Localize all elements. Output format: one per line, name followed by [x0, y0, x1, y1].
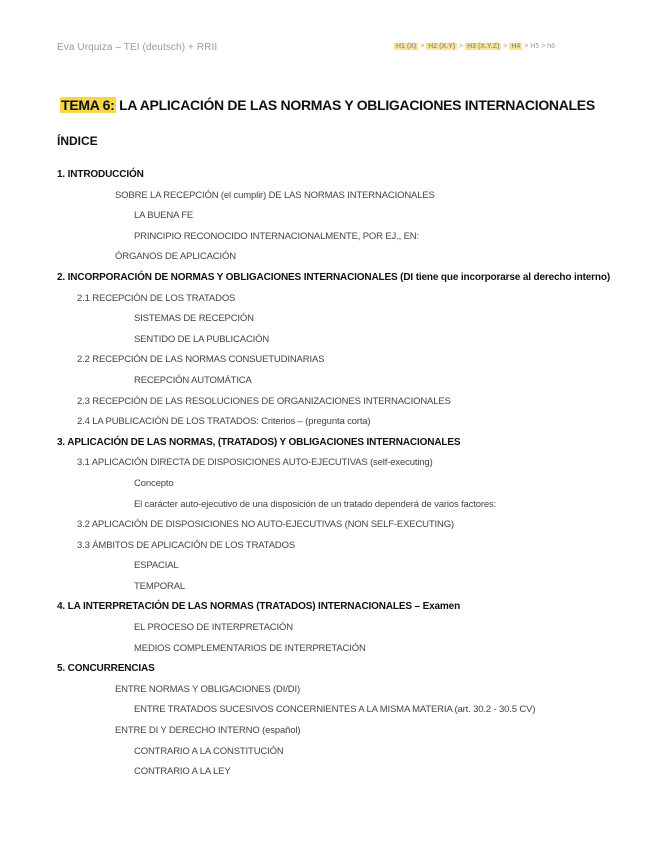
toc-entry[interactable]: ÓRGANOS DE APLICACIÓN	[115, 251, 236, 263]
toc-entry[interactable]: ENTRE NORMAS Y OBLIGACIONES (DI/DI)	[115, 683, 300, 695]
legend-separator: > H5 > h6	[522, 43, 555, 50]
legend-level-tag: H2 (X.Y)	[428, 43, 456, 50]
toc-section-heading[interactable]: 4. LA INTERPRETACIÓN DE LAS NORMAS (TRATADOS) INTERNACIONALES – Examen	[57, 601, 461, 613]
heading-legend	[394, 43, 555, 50]
toc-entry[interactable]: ENTRE DI Y DERECHO INTERNO (español)	[115, 725, 301, 737]
legend-separator: >	[457, 43, 466, 50]
toc-entry[interactable]: LA BUENA FE	[134, 210, 194, 222]
legend-level-tag: H1 (X)	[396, 43, 417, 50]
toc-entry[interactable]: 3.3 ÁMBITOS DE APLICACIÓN DE LOS TRATADOS	[77, 539, 296, 551]
toc-entry[interactable]: 2.1 RECEPCIÓN DE LOS TRATADOS	[77, 292, 236, 304]
toc-entry[interactable]: El carácter auto-ejecutivo de una disposición de un tratado dependerá de varios factores:	[134, 498, 497, 510]
toc-entry[interactable]: ESPACIAL	[134, 560, 179, 572]
toc-entry[interactable]: MEDIOS COMPLEMENTARIOS DE INTERPRETACIÓN	[134, 642, 366, 654]
legend-level-tag: H4	[511, 43, 521, 50]
toc-entry[interactable]: 3.1 APLICACIÓN DIRECTA DE DISPOSICIONES AUTO-EJECUTIVAS (self-executing)	[77, 457, 433, 469]
index-heading: ÍNDICE	[57, 134, 98, 148]
toc-section-heading[interactable]: 5. CONCURRENCIAS	[57, 663, 155, 675]
title-prefix: TEMA 6:	[61, 97, 115, 113]
toc-section-heading[interactable]: 1. INTRODUCCIÓN	[57, 169, 144, 180]
toc-entry[interactable]: SENTIDO DE LA PUBLICACIÓN	[134, 333, 270, 345]
title-text: LA APLICACIÓN DE LAS NORMAS Y OBLIGACIONES INTERNACIONALES	[115, 97, 595, 113]
toc-entry[interactable]: CONTRARIO A LA LEY	[134, 766, 231, 778]
toc-entry[interactable]: 2.3 RECEPCIÓN DE LAS RESOLUCIONES DE ORGANIZACIONES INTERNACIONALES	[77, 395, 451, 407]
toc-entry[interactable]: CONTRARIO A LA CONSTITUCIÓN	[134, 745, 284, 757]
legend-level-tag: H3 (X.Y.Z)	[467, 43, 500, 50]
toc-entry[interactable]: SISTEMAS DE RECEPCIÓN	[134, 313, 254, 325]
document-title	[0, 97, 655, 113]
legend-separator: >	[501, 43, 510, 50]
toc-entry[interactable]: 2.2 RECEPCIÓN DE LAS NORMAS CONSUETUDINARIAS	[77, 354, 325, 366]
toc-section-heading[interactable]: 2. INCORPORACIÓN DE NORMAS Y OBLIGACIONES INTERNACIONALES (DI tiene que incorporarse al derecho interno)	[57, 271, 610, 283]
legend-separator: >	[418, 43, 427, 50]
toc-entry[interactable]: PRINCIPIO RECONOCIDO INTERNACIONALMENTE, POR EJ., EN:	[134, 230, 420, 242]
toc-entry[interactable]: 3.2 APLICACIÓN DE DISPOSICIONES NO AUTO-EJECUTIVAS (NON SELF-EXECUTING)	[77, 519, 454, 531]
toc-entry[interactable]: RECEPCIÓN AUTOMÁTICA	[134, 374, 252, 386]
page-header-author: Eva Urquiza – TEI (deutsch) + RRII	[57, 42, 218, 53]
toc-section-heading[interactable]: 3. APLICACIÓN DE LAS NORMAS, (TRATADOS) Y OBLIGACIONES INTERNACIONALES	[57, 436, 461, 448]
table-of-contents	[57, 165, 617, 783]
toc-entry[interactable]: 2.4 LA PUBLICACIÓN DE LOS TRATADOS: Criterios – (pregunta corta)	[77, 416, 371, 428]
toc-entry[interactable]: SOBRE LA RECEPCIÓN (el cumplir) DE LAS NORMAS INTERNACIONALES	[115, 189, 435, 201]
toc-entry[interactable]: EL PROCESO DE INTERPRETACIÓN	[134, 622, 293, 634]
toc-entry[interactable]: Concepto	[134, 477, 174, 489]
toc-entry[interactable]: TEMPORAL	[134, 580, 186, 592]
toc-entry[interactable]: ENTRE TRATADOS SUCESIVOS CONCERNIENTES A LA MISMA MATERIA (art. 30.2 - 30.5 CV)	[134, 704, 536, 716]
